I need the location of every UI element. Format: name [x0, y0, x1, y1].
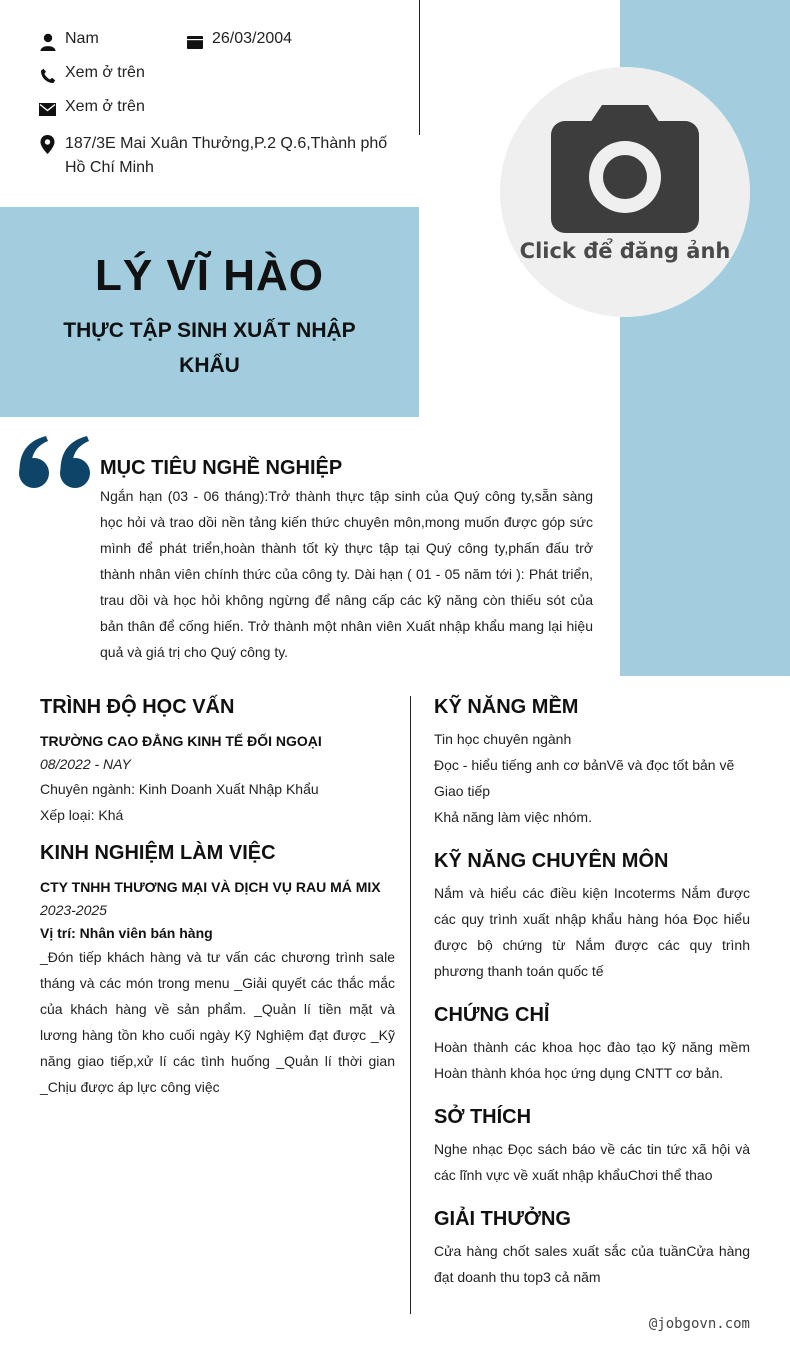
email-value: Xem ở trên	[65, 98, 145, 115]
calendar-icon	[185, 32, 204, 51]
soft-skill-item: Đọc - hiểu tiếng anh cơ bảnVẽ và đọc tốt bản vẽ	[434, 757, 735, 773]
header-divider	[419, 0, 420, 135]
contact-info	[38, 30, 388, 180]
person-icon	[38, 32, 57, 51]
education-heading: TRÌNH ĐỘ HỌC VẤN	[40, 696, 235, 718]
watermark: @jobgovn.com	[648, 1316, 750, 1332]
soft-skills-heading: KỸ NĂNG MỀM	[434, 696, 579, 718]
gender-value: Nam	[65, 30, 99, 47]
left-column	[40, 694, 395, 1112]
professional-skills-heading: KỸ NĂNG CHUYÊN MÔN	[434, 850, 669, 872]
photo-upload[interactable]	[500, 67, 750, 317]
location-pin-icon	[38, 135, 57, 154]
career-objective-section	[100, 455, 593, 665]
contact-row-phone	[38, 64, 388, 98]
certificates-heading: CHỨNG CHỈ	[434, 1004, 550, 1026]
awards-heading: GIẢI THƯỞNG	[434, 1208, 571, 1230]
soft-skill-item: Giao tiếp	[434, 783, 491, 799]
experience-period: 2023-2025	[40, 902, 107, 918]
hobbies-section	[434, 1104, 750, 1188]
soft-skill-item: Khả năng làm việc nhóm.	[434, 809, 592, 825]
soft-skills-section	[434, 694, 750, 830]
hobbies-heading: SỞ THÍCH	[434, 1106, 532, 1128]
phone-icon	[38, 66, 57, 85]
candidate-name: LÝ VĨ HÀO	[94, 251, 325, 300]
right-column	[434, 694, 750, 1308]
education-period: 08/2022 - NAY	[40, 756, 131, 772]
name-banner	[0, 207, 419, 417]
contact-row-email	[38, 98, 388, 132]
experience-section	[40, 840, 395, 1100]
education-grade: Xếp loại: Khá	[40, 807, 124, 823]
envelope-icon	[38, 100, 57, 119]
job-title: THỰC TẬP SINH XUẤT NHẬP KHẨU	[63, 319, 356, 377]
photo-upload-label: Click để đăng ảnh	[519, 239, 731, 263]
professional-skills-section	[434, 848, 750, 984]
company-name: CTY TNHH THƯƠNG MẠI VÀ DỊCH VỤ RAU MÁ MIX	[40, 879, 381, 895]
camera-icon	[550, 103, 700, 233]
education-major: Chuyên ngành: Kinh Doanh Xuất Nhập Khẩu	[40, 781, 319, 797]
experience-heading: KINH NGHIỆM LÀM VIỆC	[40, 842, 276, 864]
quote-icon	[18, 435, 92, 489]
objective-text: Ngắn hạn (03 - 06 tháng):Trở thành thực tập sinh của Quý công ty,sẵn sàng học hỏi và trao dồi nền tảng kiến thức chuyên môn,mong muốn được góp sức mình để phát triển,hoàn thành tốt kỳ thực tập tại Quý công ty,phấn đấu trở thành nhân viên chính thức của công ty. Dài hạn ( 01 - 05 năm tới ): Phát triển, trau dồi và học hỏi không ngừng để nâng cấp các kỹ năng còn thiếu sót của bản thân để cống hiến. Trở thành một nhân viên Xuất nhập khẩu mang lại hiệu quả và giá trị cho Quý công ty.	[100, 488, 593, 660]
contact-row-address	[38, 132, 388, 180]
education-section	[40, 694, 395, 828]
soft-skill-item: Tin học chuyên ngành	[434, 731, 572, 747]
contact-row-personal	[38, 30, 388, 64]
column-divider	[410, 696, 411, 1314]
awards-section	[434, 1206, 750, 1290]
experience-position: Vị trí: Nhân viên bán hàng	[40, 925, 213, 941]
objective-heading: MỤC TIÊU NGHỀ NGHIỆP	[100, 457, 343, 479]
certificates-section	[434, 1002, 750, 1086]
awards-text: Cửa hàng chốt sales xuất sắc của tuầnCửa hàng đạt doanh thu top3 cả năm	[434, 1243, 750, 1285]
school-name: TRƯỜNG CAO ĐẲNG KINH TẾ ĐỐI NGOẠI	[40, 733, 322, 749]
address-value: 187/3E Mai Xuân Thưởng,P.2 Q.6,Thành phố Hồ Chí Minh	[65, 135, 388, 176]
phone-value: Xem ở trên	[65, 64, 145, 81]
professional-skills-text: Nắm và hiểu các điều kiện Incoterms Nắm được các quy trình xuất nhập khẩu hàng hóa Đọc hiểu được bộ chứng từ Nắm được các quy trình phương thanh toán quốc tế	[434, 885, 750, 979]
experience-description: _Đón tiếp khách hàng và tư vấn các chương trình sale tháng và các món trong menu _Giải quyết các thắc mắc của khách hàng về sản phẩm. _Quản lí tiền mặt và lương hàng tồn kho cuối ngày Kỹ Nghiệm đạt được _Kỹ năng giao tiếp,xử lí các tình huống _Quản lí thời gian _Chịu được áp lực công việc	[40, 949, 395, 1095]
certificates-text: Hoàn thành các khoa học đào tạo kỹ năng mềm Hoàn thành khóa học ứng dụng CNTT cơ bản.	[434, 1039, 750, 1081]
hobbies-text: Nghe nhạc Đọc sách báo về các tin tức xã hội và các lĩnh vực về xuất nhập khẩuChơi thể thao	[434, 1141, 750, 1183]
birthday-value: 26/03/2004	[212, 30, 293, 47]
